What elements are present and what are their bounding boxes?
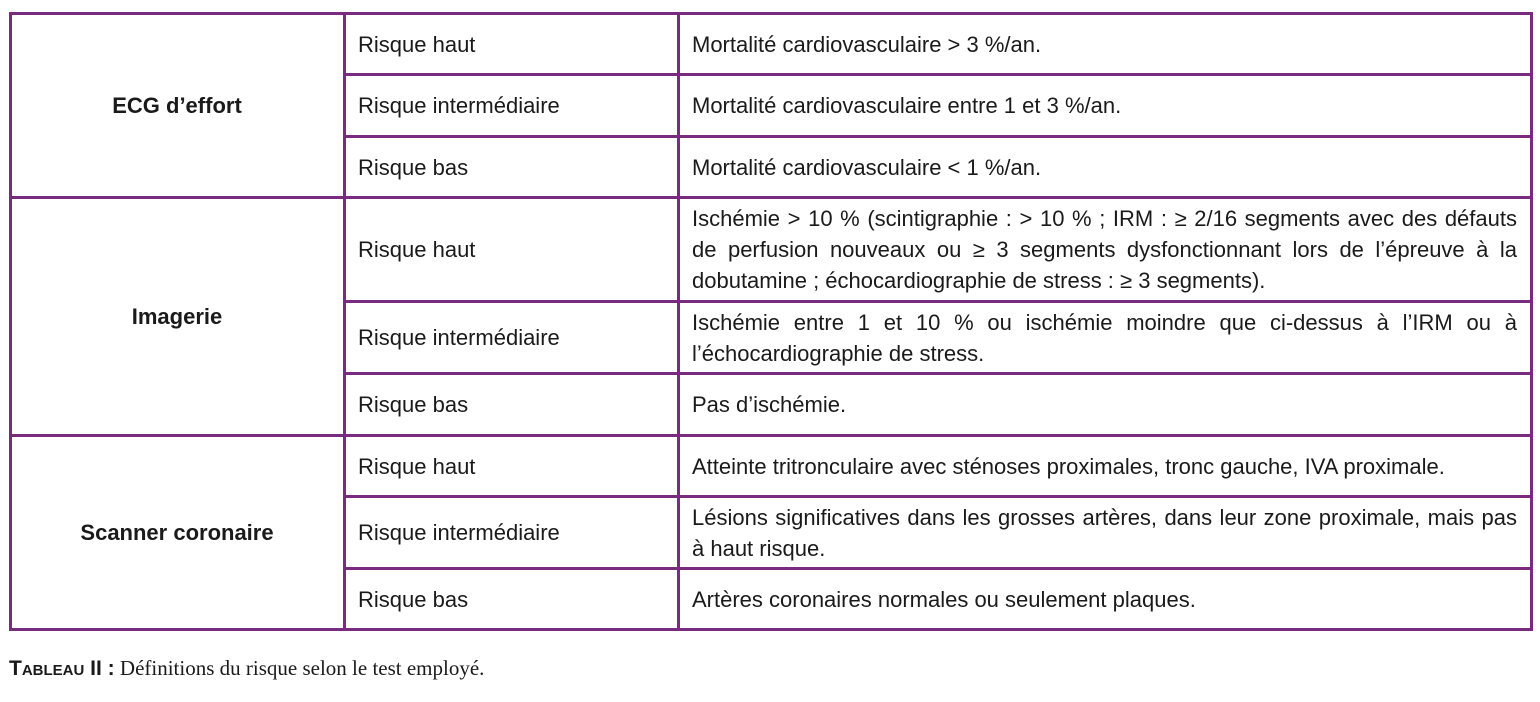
- risk-definition-cell: Atteinte tritronculaire avec sténoses proximales, tronc gauche, IVA proximale.: [679, 436, 1532, 497]
- risk-level-cell: Risque intermédiaire: [345, 75, 679, 137]
- risk-definition-cell: Ischémie entre 1 et 10 % ou ischémie moindre que ci-dessus à l’IRM ou à l’échocardiographie de stress.: [679, 302, 1532, 374]
- risk-level-cell: Risque intermédiaire: [345, 302, 679, 374]
- risk-level-cell: Risque haut: [345, 14, 679, 75]
- risk-level-cell: Risque bas: [345, 569, 679, 630]
- table-row: [11, 14, 1532, 75]
- test-name-cell: Scanner coronaire: [11, 436, 345, 630]
- caption-label: Tableau II :: [9, 657, 115, 680]
- table-row: [11, 436, 1532, 497]
- risk-definition-cell: Mortalité cardiovasculaire < 1 %/an.: [679, 137, 1532, 198]
- risk-definition-cell: Lésions significatives dans les grosses artères, dans leur zone proximale, mais pas à haut risque.: [679, 497, 1532, 569]
- risk-definition-cell: Mortalité cardiovasculaire > 3 %/an.: [679, 14, 1532, 75]
- risk-level-cell: Risque intermédiaire: [345, 497, 679, 569]
- caption-text: Définitions du risque selon le test employé.: [114, 656, 485, 680]
- risk-level-cell: Risque bas: [345, 137, 679, 198]
- table-caption: [9, 656, 484, 681]
- risk-definition-cell: Ischémie > 10 % (scintigraphie : > 10 % ; IRM : ≥ 2/16 segments avec des défauts de perfusion nouveaux ou ≥ 3 segments dysfonctionnant lors de l’épreuve à la dobutamine ; échocardiographie de stress : ≥ 3 segments).: [679, 198, 1532, 302]
- risk-level-cell: Risque bas: [345, 374, 679, 436]
- risk-level-cell: Risque haut: [345, 436, 679, 497]
- test-name-cell: ECG d’effort: [11, 14, 345, 198]
- risk-definition-cell: Pas d’ischémie.: [679, 374, 1532, 436]
- test-name-cell: Imagerie: [11, 198, 345, 436]
- risk-definition-cell: Mortalité cardiovasculaire entre 1 et 3 %/an.: [679, 75, 1532, 137]
- table-row: [11, 198, 1532, 302]
- risk-definitions-table: [9, 12, 1533, 631]
- risk-definition-cell: Artères coronaires normales ou seulement plaques.: [679, 569, 1532, 630]
- risk-level-cell: Risque haut: [345, 198, 679, 302]
